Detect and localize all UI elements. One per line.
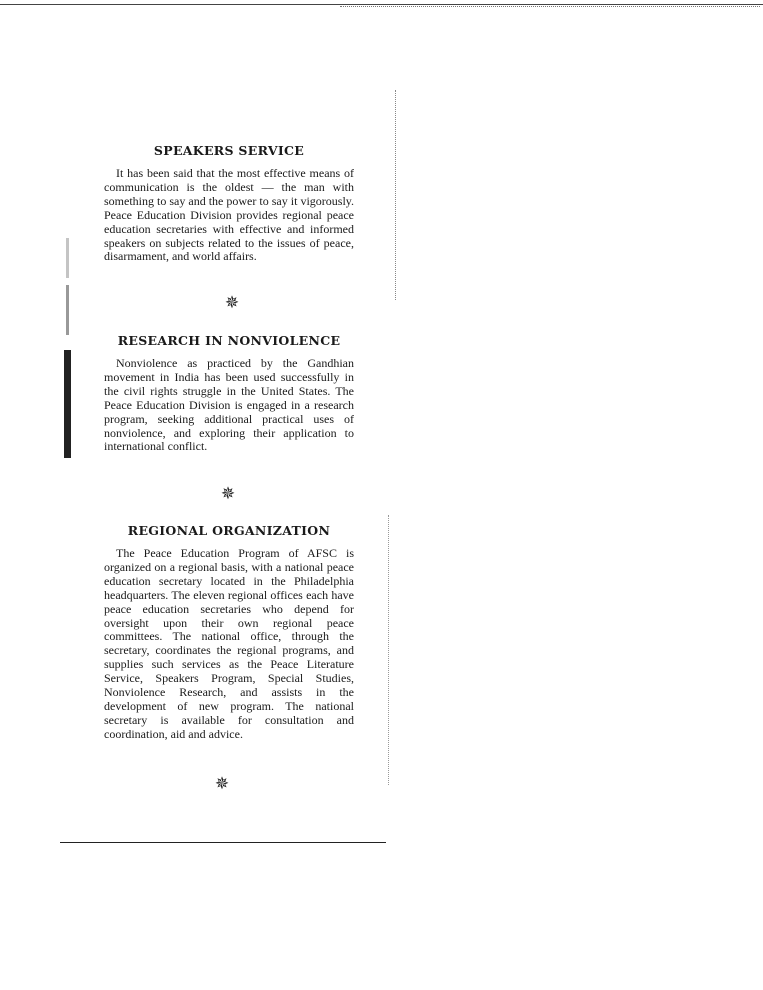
section-body: It has been said that the most effective means of communication is the oldest — the man with something to say and the power to say it vigorously. Peace Education Division provides regional peace education secretaries with effective and informed speakers on subjects related to the issues of peace, disarmament, and world affairs. [104, 166, 354, 264]
section-speakers-service [104, 143, 354, 264]
section-body: The Peace Education Program of AFSC is organized on a regional basis, with a national peace education secretary located in the Philadelphia headquarters. The eleven regional offices each have peace education secretaries who depend for oversight upon their own regional peace committees. The national office, through the secretary, coordinates the regional programs, and supplies such services as the Peace Literature Service, Speakers Program, Special Studies, Nonviolence Research, and assists in the development of new program. The national secretary is available for consultation and coordination, aid and advice. [104, 546, 354, 741]
section-heading: RESEARCH IN NONVIOLENCE [117, 333, 341, 348]
right-edge-dots [388, 515, 390, 785]
binding-edge-speck [66, 238, 69, 278]
binding-edge-mark [64, 350, 71, 458]
star-ornament-icon: ✵ [214, 774, 230, 793]
section-body: Nonviolence as practiced by the Gandhian movement in India has been used successfully in the civil rights struggle in the United States. The Peace Education Division is engaged in a research program, seeking additional practical uses of nonviolence, and exploring their application to international conflict. [104, 356, 354, 454]
top-scan-dotted-rule [340, 6, 760, 7]
star-ornament-icon: ✵ [220, 484, 236, 503]
section-heading: SPEAKERS SERVICE [153, 143, 305, 158]
bottom-rule [60, 842, 386, 843]
section-heading: REGIONAL ORGANIZATION [127, 523, 331, 538]
section-regional-organization [104, 523, 354, 742]
star-ornament-icon: ✵ [224, 293, 240, 312]
binding-edge-speck [66, 285, 69, 335]
top-scan-rule [0, 4, 763, 5]
section-research-nonviolence [104, 333, 354, 454]
right-edge-dots [395, 90, 397, 300]
